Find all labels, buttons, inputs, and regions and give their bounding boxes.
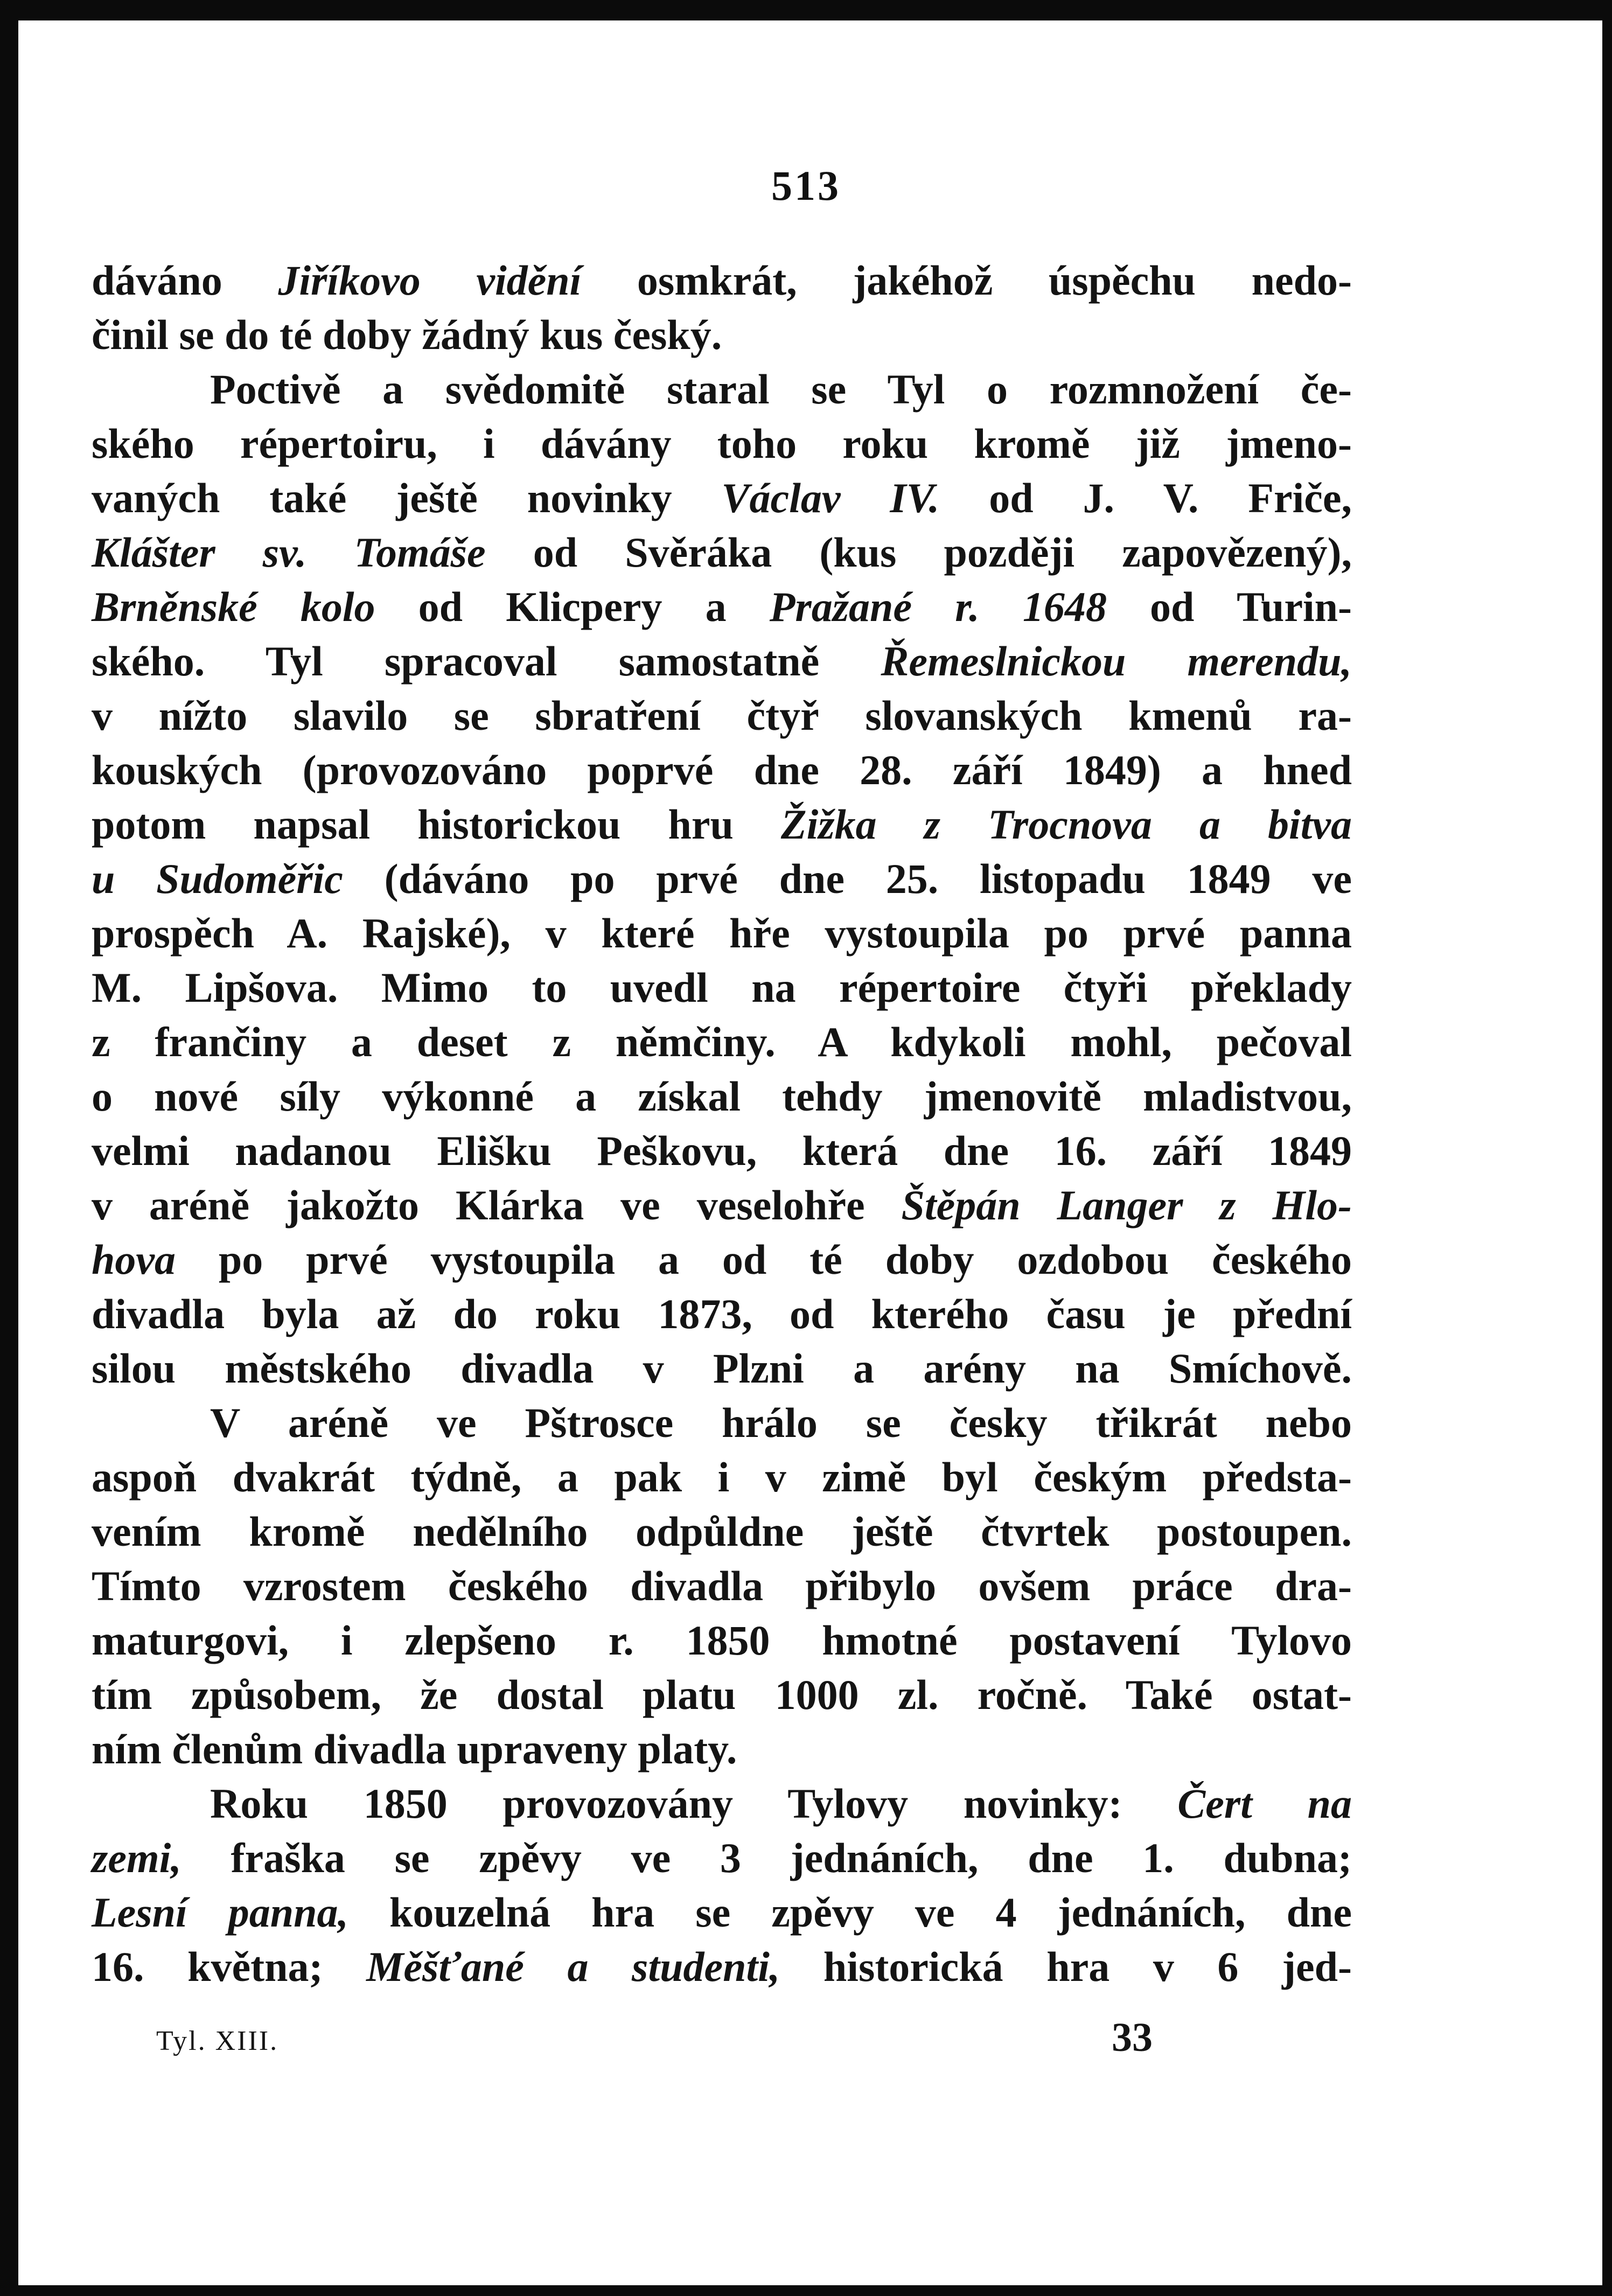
- text-line: potom napsal historickou hru Žižka z Trocnova a bitva: [92, 801, 1352, 848]
- text-line: činil se do té doby žádný kus český.: [92, 311, 722, 358]
- text-line: o nové síly výkonné a získal tehdy jmenovitě mladistvou,: [92, 1073, 1352, 1120]
- text-line: vaných také ještě novinky Václav IV. od J. V. Friče,: [92, 474, 1352, 521]
- text-line: ním členům divadla upraveny platy.: [92, 1726, 737, 1772]
- body-text: [92, 253, 1352, 1994]
- text-line: M. Lipšova. Mimo to uvedl na répertoire čtyři překlady: [92, 964, 1352, 1011]
- sheet-number: 33: [1112, 2015, 1153, 2060]
- text-line: v nížto slavilo se sbratření čtyř slovanských kmenů ra-: [92, 692, 1352, 739]
- text-line: z frančiny a deset z němčiny. A kdykoli mohl, pečoval: [92, 1018, 1352, 1065]
- text-line: Lesní panna, kouzelná hra se zpěvy ve 4 jednáních, dne: [92, 1889, 1352, 1936]
- text-line: Brněnské kolo od Klicpery a Pražané r. 1648 od Turin-: [92, 583, 1352, 630]
- text-line: tím způsobem, že dostal platu 1000 zl. ročně. Také ostat-: [92, 1671, 1352, 1718]
- text-line: v aréně jakožto Klárka ve veselohře Štěpán Langer z Hlo-: [92, 1182, 1352, 1229]
- text-line: dáváno Jiříkovo vidění osmkrát, jakéhož úspěchu nedo-: [92, 257, 1352, 304]
- text-line: Roku 1850 provozovány Tylovy novinky: Čert na: [210, 1780, 1352, 1827]
- text-line: velmi nadanou Elišku Peškovu, která dne 16. září 1849: [92, 1127, 1352, 1174]
- scan-border-top: [0, 0, 1612, 20]
- text-line: hova po prvé vystoupila a od té doby ozdobou českého: [92, 1236, 1352, 1283]
- text-line: prospěch A. Rajské), v které hře vystoupila po prvé panna: [92, 910, 1352, 957]
- page-number: 513: [771, 162, 841, 209]
- scan-border-right: [1602, 0, 1612, 2296]
- text-line: kouských (provozováno poprvé dne 28. září 1849) a hned: [92, 746, 1352, 793]
- text-line: 16. května; Měšťané a studenti, historická hra v 6 jed-: [92, 1943, 1352, 1990]
- text-line: divadla byla až do roku 1873, od kterého času je přední: [92, 1290, 1352, 1337]
- text-line: V aréně ve Pštrosce hrálo se česky třikrát nebo: [210, 1399, 1352, 1446]
- scan-border-bottom: [0, 2285, 1612, 2296]
- text-line: zemi, fraška se zpěvy ve 3 jednáních, dne 1. dubna;: [92, 1834, 1352, 1881]
- text-line: u Sudoměřic (dáváno po prvé dne 25. listopadu 1849 ve: [92, 855, 1352, 902]
- text-line: silou městského divadla v Plzni a arény na Smíchově.: [92, 1345, 1352, 1392]
- text-line: Tímto vzrostem českého divadla přibylo ovšem práce dra-: [92, 1562, 1352, 1609]
- text-line: Poctivě a svědomitě staral se Tyl o rozmnožení če-: [210, 366, 1352, 413]
- text-line: Klášter sv. Tomáše od Svěráka (kus později zapovězený),: [92, 529, 1352, 576]
- text-line: aspoň dvakrát týdně, a pak i v zimě byl českým předsta-: [92, 1454, 1352, 1501]
- scan-border-left: [0, 0, 18, 2296]
- text-line: ského répertoiru, i dávány toho roku kromě již jmeno-: [92, 420, 1352, 467]
- text-line: ského. Tyl spracoval samostatně Řemeslnickou merendu,: [92, 638, 1352, 685]
- text-line: vením kromě nedělního odpůldne ještě čtvrtek postoupen.: [92, 1508, 1352, 1555]
- printer-signature: Tyl. XIII.: [156, 2026, 279, 2056]
- page-footer: [156, 2014, 1153, 2068]
- text-line: maturgovi, i zlepšeno r. 1850 hmotné postavení Tylovo: [92, 1617, 1352, 1664]
